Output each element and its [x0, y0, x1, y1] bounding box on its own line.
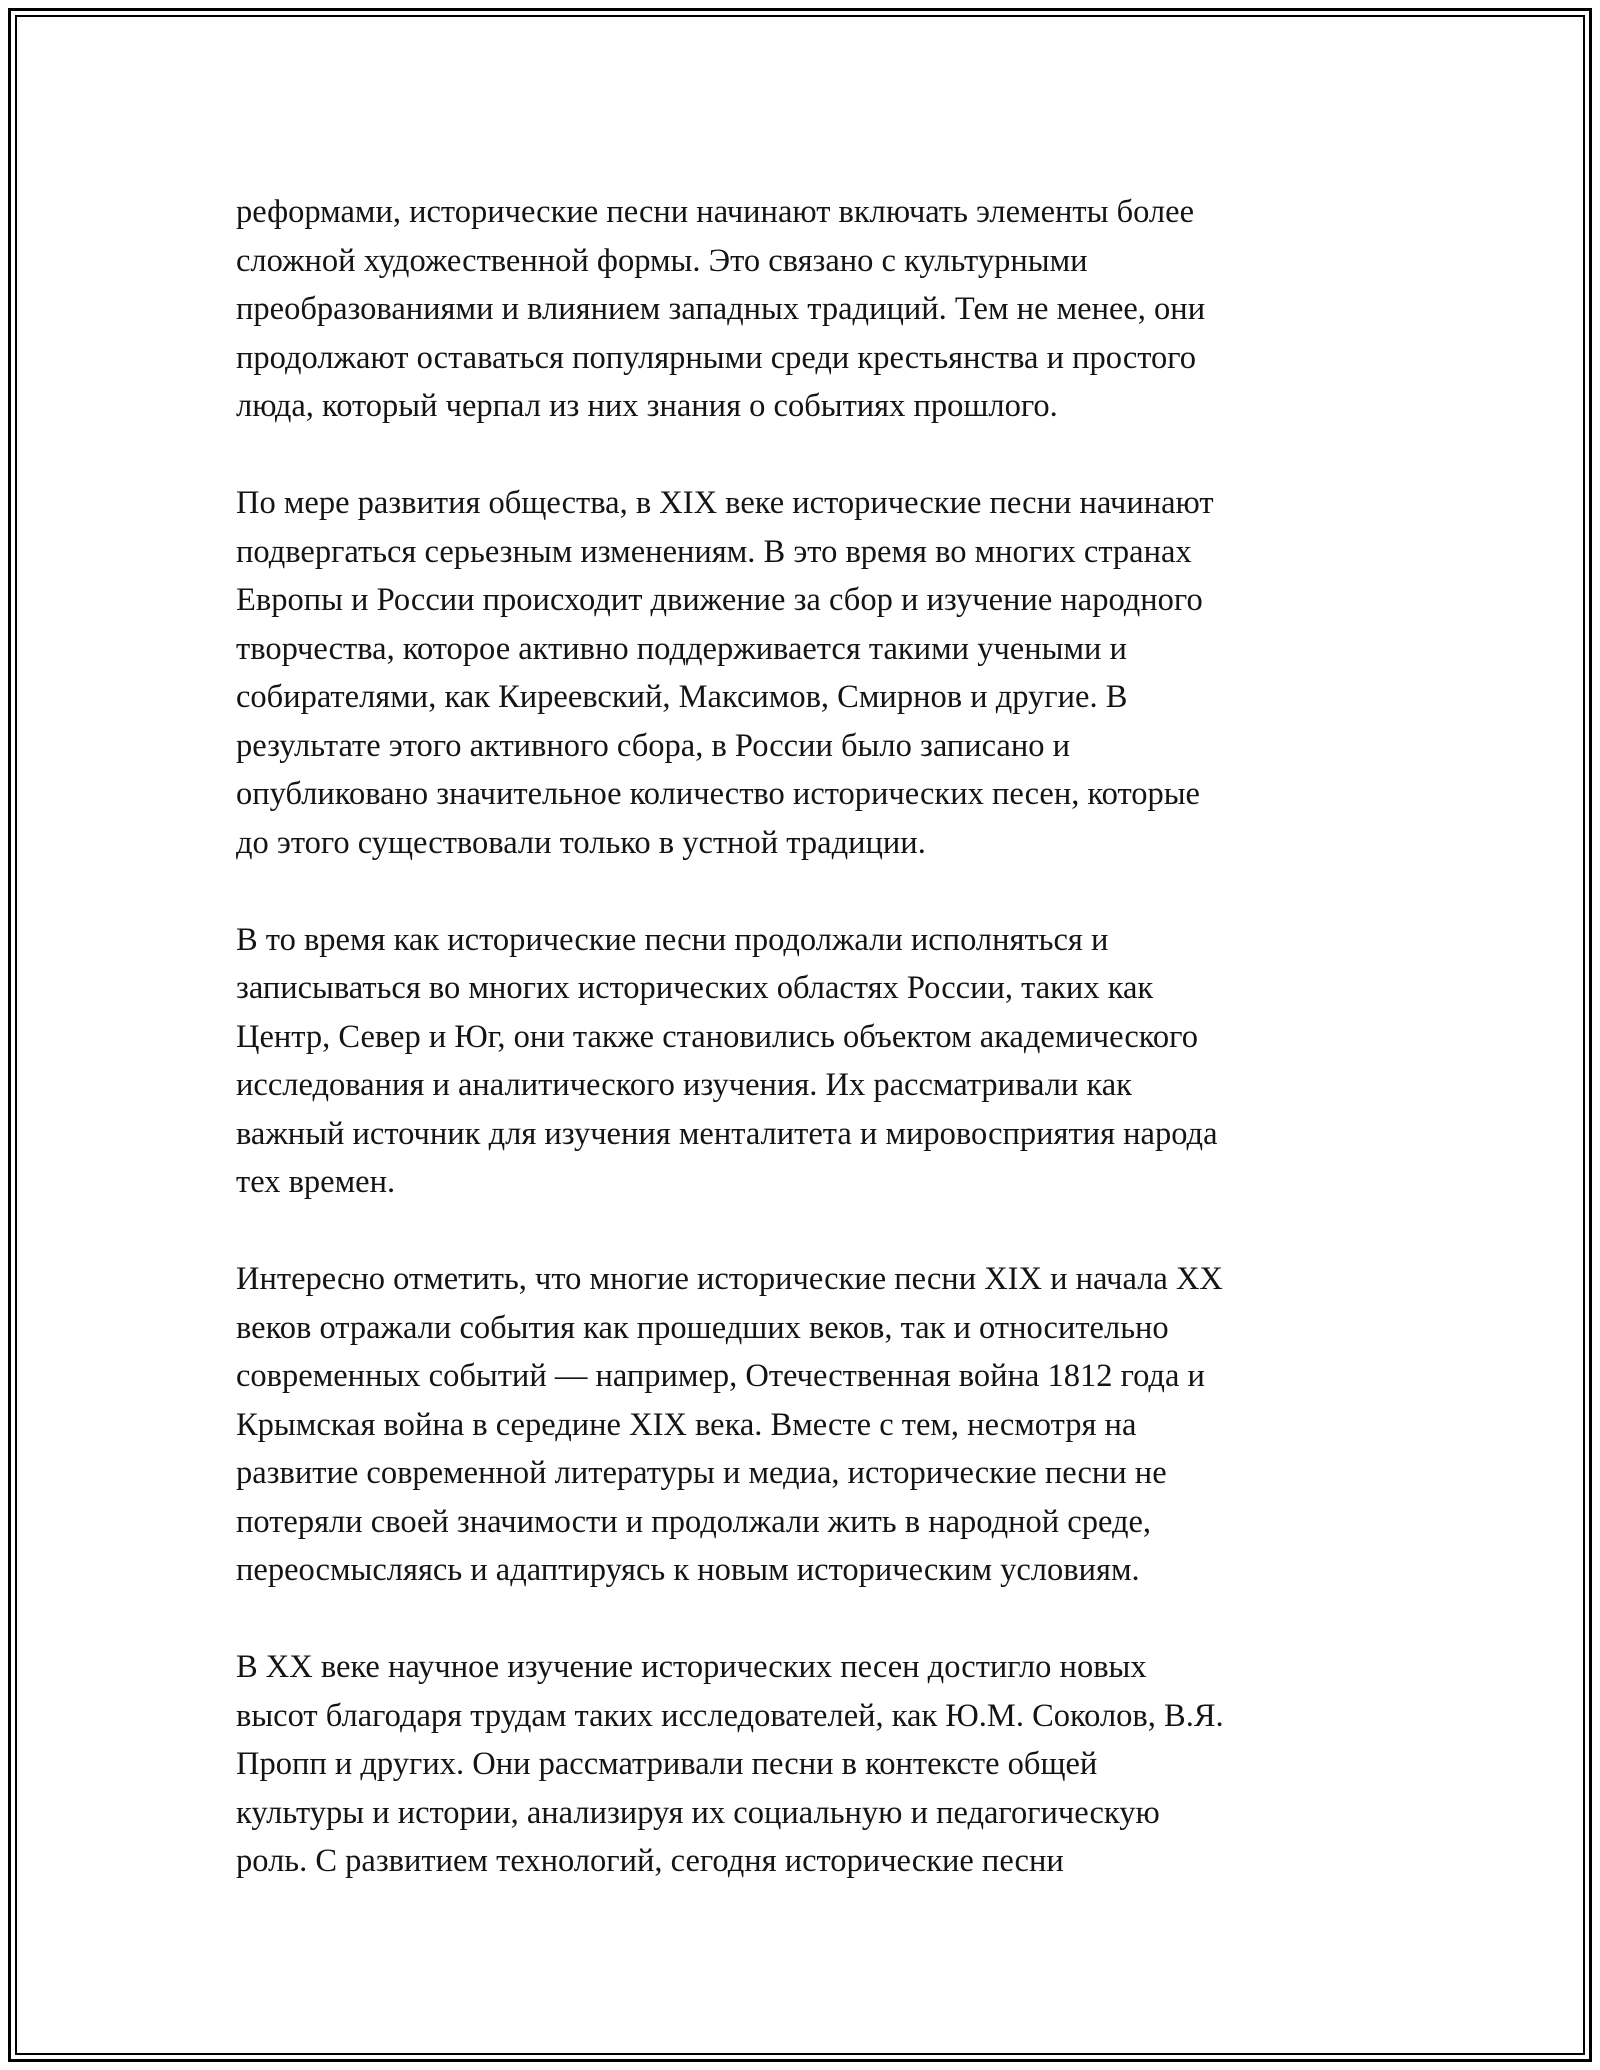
- paragraph-5: В XX веке научное изучение исторических песен достигло новых высот благодаря трудам таких исследователей, как Ю.М. Соколов, В.Я. Пропп и других. Они рассматривали песни в контексте общей культуры и истории, анализируя их социальную и педагогическую роль. С развитием технологий, сегодня исторические песни: [236, 1649, 1224, 1879]
- document-body: [236, 188, 1396, 1886]
- paragraph-2: По мере развития общества, в XIX веке исторические песни начинают подвергаться серьезным изменениям. В это время во многих странах Европы и России происходит движение за сбор и изучение народного творчества, которое активно поддерживается такими учеными и собирателями, как Киреевский, Максимов, Смирнов и другие. В результате этого активного сбора, в России было записано и опубликовано значительное количество исторических песен, которые до этого существовали только в устной традиции.: [236, 485, 1214, 861]
- paragraph-4: Интересно отметить, что многие исторические песни XIX и начала XX веков отражали события как прошедших веков, так и относительно современных событий — например, Отечественная война 1812 года и Крымская война в середине XIX века. Вместе с тем, несмотря на развитие современной литературы и медиа, исторические песни не потеряли своей значимости и продолжали жить в народной среде, переосмысляясь и адаптируясь к новым историческим условиям.: [236, 1261, 1223, 1588]
- paragraph-3: В то время как исторические песни продолжали исполняться и записываться во многих исторических областях России, таких как Центр, Север и Юг, они также становились объектом академического исследования и аналитического изучения. Их рассматривали как важный источник для изучения менталитета и мировосприятия народа тех времен.: [236, 921, 1218, 1200]
- paragraph-1: реформами, исторические песни начинают включать элементы более сложной художественной формы. Это связано с культурными преобразованиями и влиянием западных традиций. Тем не менее, они продолжают оставаться популярными среди крестьянства и простого люда, который черпал из них знания о событиях прошлого.: [236, 194, 1206, 424]
